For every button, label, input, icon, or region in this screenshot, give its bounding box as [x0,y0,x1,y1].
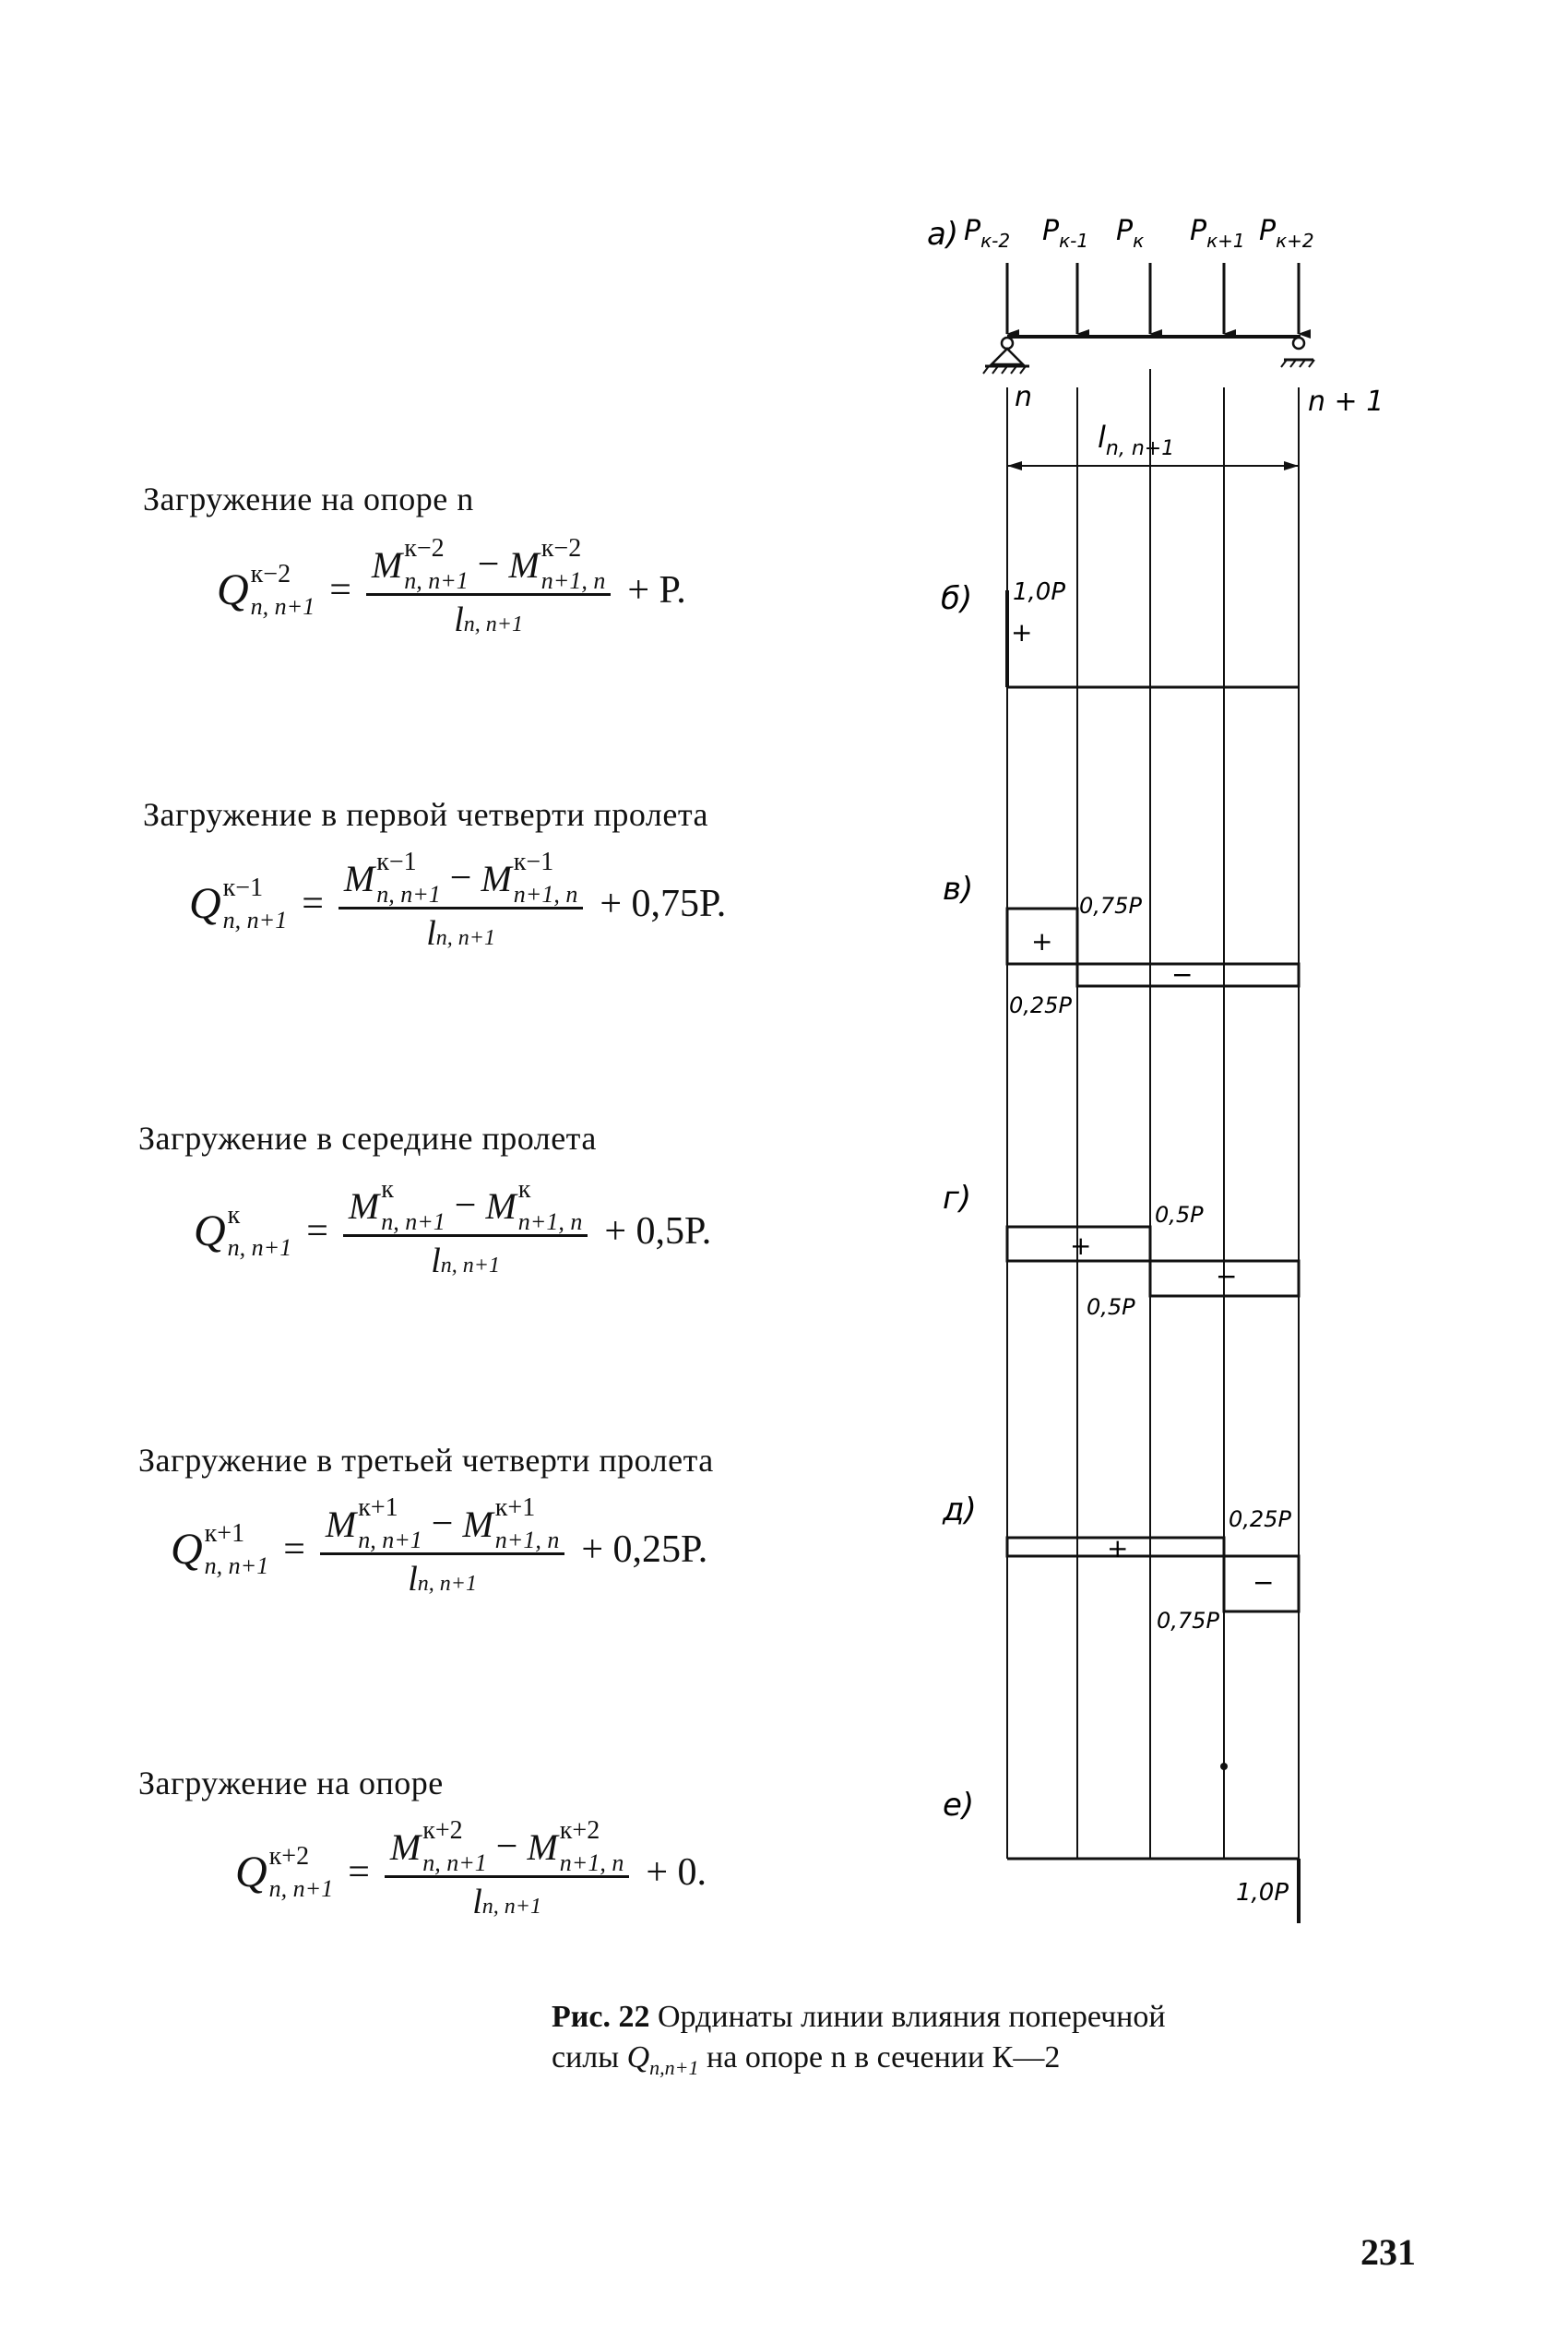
formula-4: Q к+1 n, n+1 = M к+1 n, n+1 − M к+1 n+1, n ln, n+1 + 0,25P. [171,1493,708,1599]
formula-1: Q к−2 n, n+1 = M к−2 n, n+1 − M к−2 n+1, n ln, n+1 + P. [217,534,686,639]
section-1-heading: Загружение на опоре n [143,481,474,517]
span-label: $l_{n, n+1}$ [1098,420,1175,460]
case-v-top: 0,75P [1079,893,1142,919]
case-g-bottom: 0,5P [1087,1294,1135,1320]
page-number: 231 [1360,2231,1416,2273]
case-v-plus: + [1031,926,1053,957]
case-g-plus: + [1070,1230,1092,1261]
case-e-label: е) [943,1787,975,1824]
case-g-label: г) [943,1180,972,1217]
case-d-label: д) [943,1492,977,1528]
case-b-value: 1,0P [1013,578,1066,606]
support-left-label: n [1015,381,1033,413]
formula-5: Q к+2 n, n+1 = M к+2 n, n+1 − M к+2 n+1, n ln, n+1 + 0. [235,1816,707,1921]
section-2-heading: Загружение в первой четверти пролета [143,796,708,833]
load-label-k+1: $P_{к+1}$ [1190,215,1245,252]
figure-caption: Рис. 22 Ординаты линии влияния поперечной силы $Q_{n,n+1}$ на опоре n в сечении К—2 [552,2000,1166,2079]
load-label-k-1: $P_{к-1}$ [1042,215,1089,252]
load-label-k: $P_к$ [1116,215,1145,252]
section-5-heading: Загружение на опоре [138,1765,444,1801]
formula-4-tail: + 0,25P. [581,1528,708,1571]
left-support [983,338,1029,374]
load-label-k+2: $P_{к+2}$ [1259,215,1314,252]
case-e-value: 1,0P [1236,1879,1289,1907]
right-support [1281,338,1314,367]
case-d-top: 0,25P [1229,1506,1291,1532]
scheme-label: а) [927,216,959,253]
formula-1-tail: + P. [627,568,686,612]
formula-3-tail: + 0,5P. [604,1209,712,1253]
case-g-minus: − [1216,1261,1238,1291]
formula-3: Q к n, n+1 = M к n, n+1 − M к n+1, n ln, n+1 + 0,5P. [194,1175,712,1280]
case-v-bottom: 0,25P [1009,993,1072,1018]
load-label-k-2: $P_{к-2}$ [964,215,1011,252]
case-d-bottom: 0,75P [1157,1608,1219,1634]
caption-prefix: Рис. 22 [552,2000,650,2034]
formula-2: Q к−1 n, n+1 = M к−1 n, n+1 − M к−1 n+1, n ln, n+1 + 0,75P. [189,848,727,953]
formula-2-tail: + 0,75P. [600,882,727,925]
case-v-minus: − [1171,959,1194,990]
case-b-sign: + [1011,617,1033,648]
case-v-label: в) [943,871,974,908]
section-3-heading: Загружение в середине пролета [138,1120,597,1157]
section-4-heading: Загружение в третьей четверти пролета [138,1442,714,1479]
support-right-label: n + 1 [1308,386,1384,418]
case-d-minus: − [1253,1567,1275,1598]
formula-5-tail: + 0. [646,1850,707,1894]
case-g-top: 0,5P [1155,1202,1204,1228]
case-b-label: б) [941,580,973,617]
case-d-plus: + [1107,1533,1129,1563]
